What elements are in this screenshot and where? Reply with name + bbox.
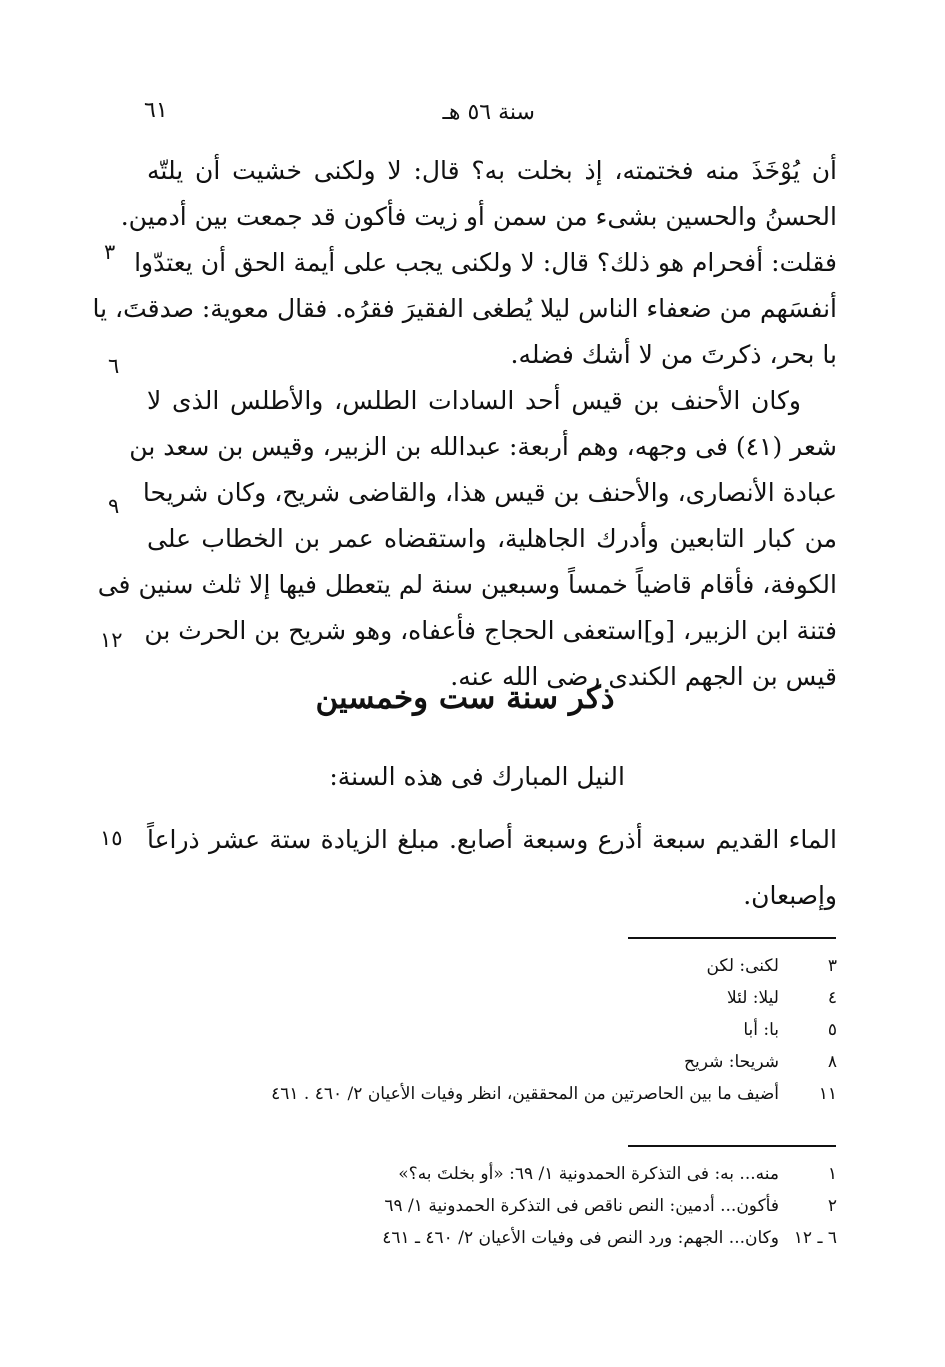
note-text: وكان... الجهم: ورد النص فى وفيات الأعيان ٢/ ٤٦٠ ـ ٤٦١ <box>382 1228 779 1248</box>
source-note <box>137 1224 837 1252</box>
text-line: وإصبعان. <box>743 881 837 910</box>
text-line: من كبار التابعين وأدرك الجاهلية، واستقضاه عمر بن الخطاب على <box>147 524 837 553</box>
text-line: الكوفة، فأقام قاضياً خمساً وسبعين سنة لم يتعطل فيها إلا ثلث سنين فى <box>97 570 837 599</box>
text-line: با بحر، ذكرتَ من لا أشك فضله. <box>510 340 837 369</box>
variant-note <box>137 984 837 1012</box>
text-line: فقلت: أفحرام هو ذلك؟ قال: لا ولكنى يجب على أيمة الحق أن يعتدّوا <box>134 248 837 277</box>
variant-note <box>137 1016 837 1044</box>
text-line: أن يُوْخَذَ منه فختمته، إذ بخلت به؟ قال: لا ولكنى خشيت أن يلتّه <box>147 156 837 185</box>
nile-paragraph <box>147 812 837 924</box>
line-number-marker: ١٥ <box>100 826 123 850</box>
variant-note <box>137 1048 837 1076</box>
line-number-marker: ٦ <box>108 354 120 378</box>
note-text: أضيف ما بين الحاصرتين من المحققين، انظر وفيات الأعيان ٢/ ٤٦٠ . ٤٦١ <box>271 1084 779 1104</box>
note-text: شريحا: شريح <box>684 1052 779 1072</box>
note-number: ٨ <box>827 1052 837 1072</box>
line-number-marker: ٣ <box>104 240 116 264</box>
note-number: ٥ <box>827 1020 837 1040</box>
variant-note <box>137 1080 837 1108</box>
note-number: ٣ <box>827 956 837 976</box>
note-number: ٦ ـ ١٢ <box>793 1228 837 1248</box>
running-title: سنة ٥٦ هـ <box>442 100 535 125</box>
text-line: وكان الأحنف بن قيس أحد السادات الطلس، والأطلس الذى لا <box>147 386 801 415</box>
note-number: ٤ <box>827 988 837 1008</box>
text-line: عبادة الأنصارى، والأحنف بن قيس هذا، والقاضى شريح، وكان شريحا <box>142 478 837 507</box>
note-number: ٢ <box>827 1196 837 1216</box>
text-line: فتنة ابن الزبير، [و]استعفى الحجاج فأعفاه، وهو شريح بن الحرث بن <box>144 616 837 645</box>
text-line: شعر (٤١) فى وجهه، وهم أربعة: عبدالله بن الزبير، وقيس بن سعد بن <box>129 432 837 461</box>
variant-note <box>137 952 837 980</box>
note-number: ١ <box>827 1164 837 1184</box>
section-heading: ذكر سنة ست وخمسين <box>315 680 615 716</box>
text-line: الماء القديم سبعة أذرع وسبعة أصابع. مبلغ الزيادة ستة عشر ذراعاً <box>147 825 837 854</box>
note-number: ١١ <box>818 1084 837 1104</box>
note-text: با: أبا <box>743 1020 779 1040</box>
source-note <box>137 1160 837 1188</box>
line-number-marker: ٩ <box>108 494 120 518</box>
note-text: فأكون... أدمين: النص ناقص فى التذكرة الحمدونية ١/ ٦٩ <box>384 1196 779 1216</box>
note-text: منه... به: فى التذكرة الحمدونية ١/ ٦٩: «أو بخلتَ به؟» <box>398 1164 779 1184</box>
source-note <box>137 1192 837 1220</box>
note-text: ليلا: لئلا <box>726 988 779 1008</box>
text-line: الحسنُ والحسين بشىء من سمن أو زيت فأكون قد جمعت بين أدمين. <box>120 202 837 231</box>
page-number: ٦١ <box>144 98 168 123</box>
nile-subheading: النيل المبارك فى هذه السنة: <box>329 762 625 791</box>
footnote-divider <box>628 1145 836 1147</box>
text-line: أنفسَهم من ضعفاء الناس ليلا يُطغى الفقيرَ فقرُه. فقال معوية: صدقتَ، يا <box>92 294 837 323</box>
footnote-divider <box>628 937 836 939</box>
note-text: لكنى: لكن <box>706 956 779 976</box>
text-line: قيس بن الجهم الكندى رضى الله عنه. <box>450 662 837 691</box>
line-number-marker: ١٢ <box>100 628 123 652</box>
